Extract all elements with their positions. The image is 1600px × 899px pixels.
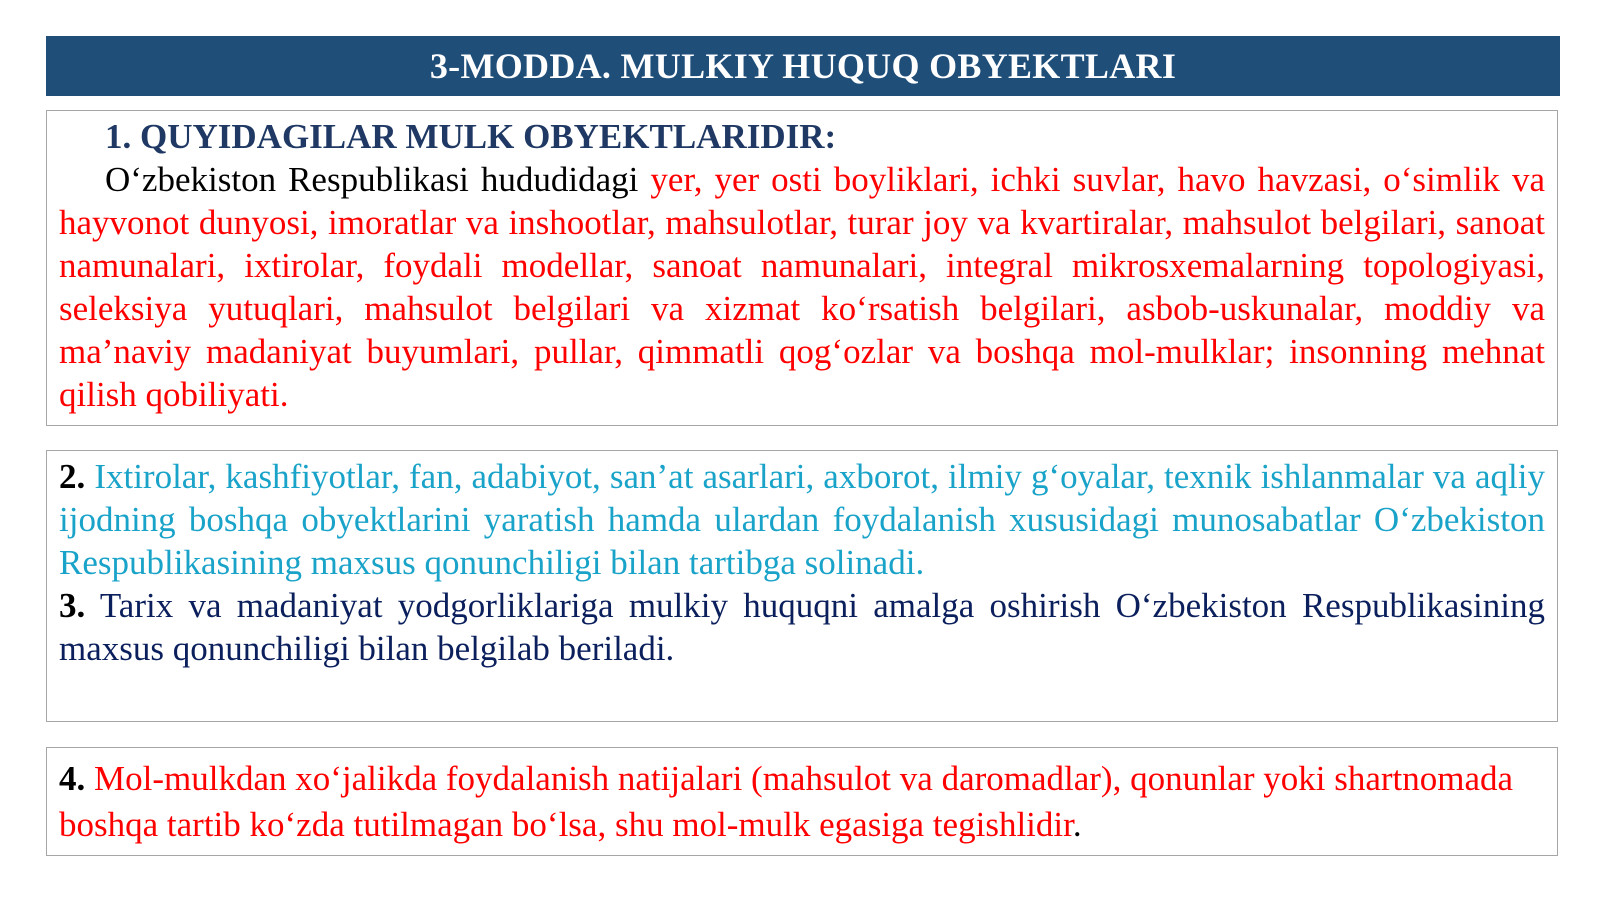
section-2-number: 2. <box>59 457 86 496</box>
section-4-paragraph <box>59 756 1545 848</box>
slide-title: 3-MODDA. MULKIY HUQUQ OBYEKTLARI <box>46 36 1560 96</box>
section-2-text: Ixtirolar, kashfiyotlar, fan, adabiyot, san’at asarlari, axborot, ilmiy g‘oyalar, texnik ishlanmalar va aqliy ijodning boshqa obyektlarini yaratish hamda ulardan foydalanish xususidagi munosabatlar O‘zbekiston Respublikasining maxsus qonunchiligi bilan tartibga solinadi. <box>59 457 1546 582</box>
section-4-box <box>46 747 1558 856</box>
section-4-number: 4. <box>59 759 86 798</box>
section-3-number: 3. <box>59 586 86 625</box>
section-2-paragraph <box>59 455 1545 584</box>
section-3-text: Tarix va madaniyat yodgorliklariga mulkiy huquqni amalga oshirish O‘zbekiston Respublikasining maxsus qonunchiligi bilan belgilab beriladi. <box>59 586 1545 668</box>
section-1-lead: O‘zbekiston Respublikasi hududidagi <box>105 160 651 199</box>
section-2-3-box <box>46 450 1558 722</box>
section-4-end: . <box>1072 805 1082 844</box>
section-1-items: yer, yer osti boyliklari, ichki suvlar, havo havzasi, o‘simlik va hayvonot dunyosi, imoratlar va inshootlar, mahsulotlar, turar joy va kvartiralar, mahsulot belgilari, sanoat namunalari, ixtirolar, foydali modellar, sanoat namunalari, integral mikrosxemalarning topologiyasi, seleksiya yutuqlari, mahsulot belgilari va xizmat ko‘rsatish belgilari, asbob-uskunalar, moddiy va ma’naviy madaniyat buyumlari, pullar, qimmatli qog‘ozlar va boshqa mol-mulklar; insonning mehnat qilish qobiliyati. <box>59 160 1545 414</box>
section-1-box <box>46 110 1558 426</box>
section-1-body <box>59 158 1545 416</box>
section-1-heading: 1. QUYIDAGILAR MULK OBYEKTLARIDIR: <box>105 117 837 156</box>
section-3-paragraph <box>59 584 1545 670</box>
section-4-text: Mol-mulkdan xo‘jalikda foydalanish natijalari (mahsulot va daromadlar), qonunlar yoki shartnomada boshqa tartib ko‘zda tutilmagan bo‘lsa, shu mol-mulk egasiga tegishlidir <box>59 759 1514 844</box>
